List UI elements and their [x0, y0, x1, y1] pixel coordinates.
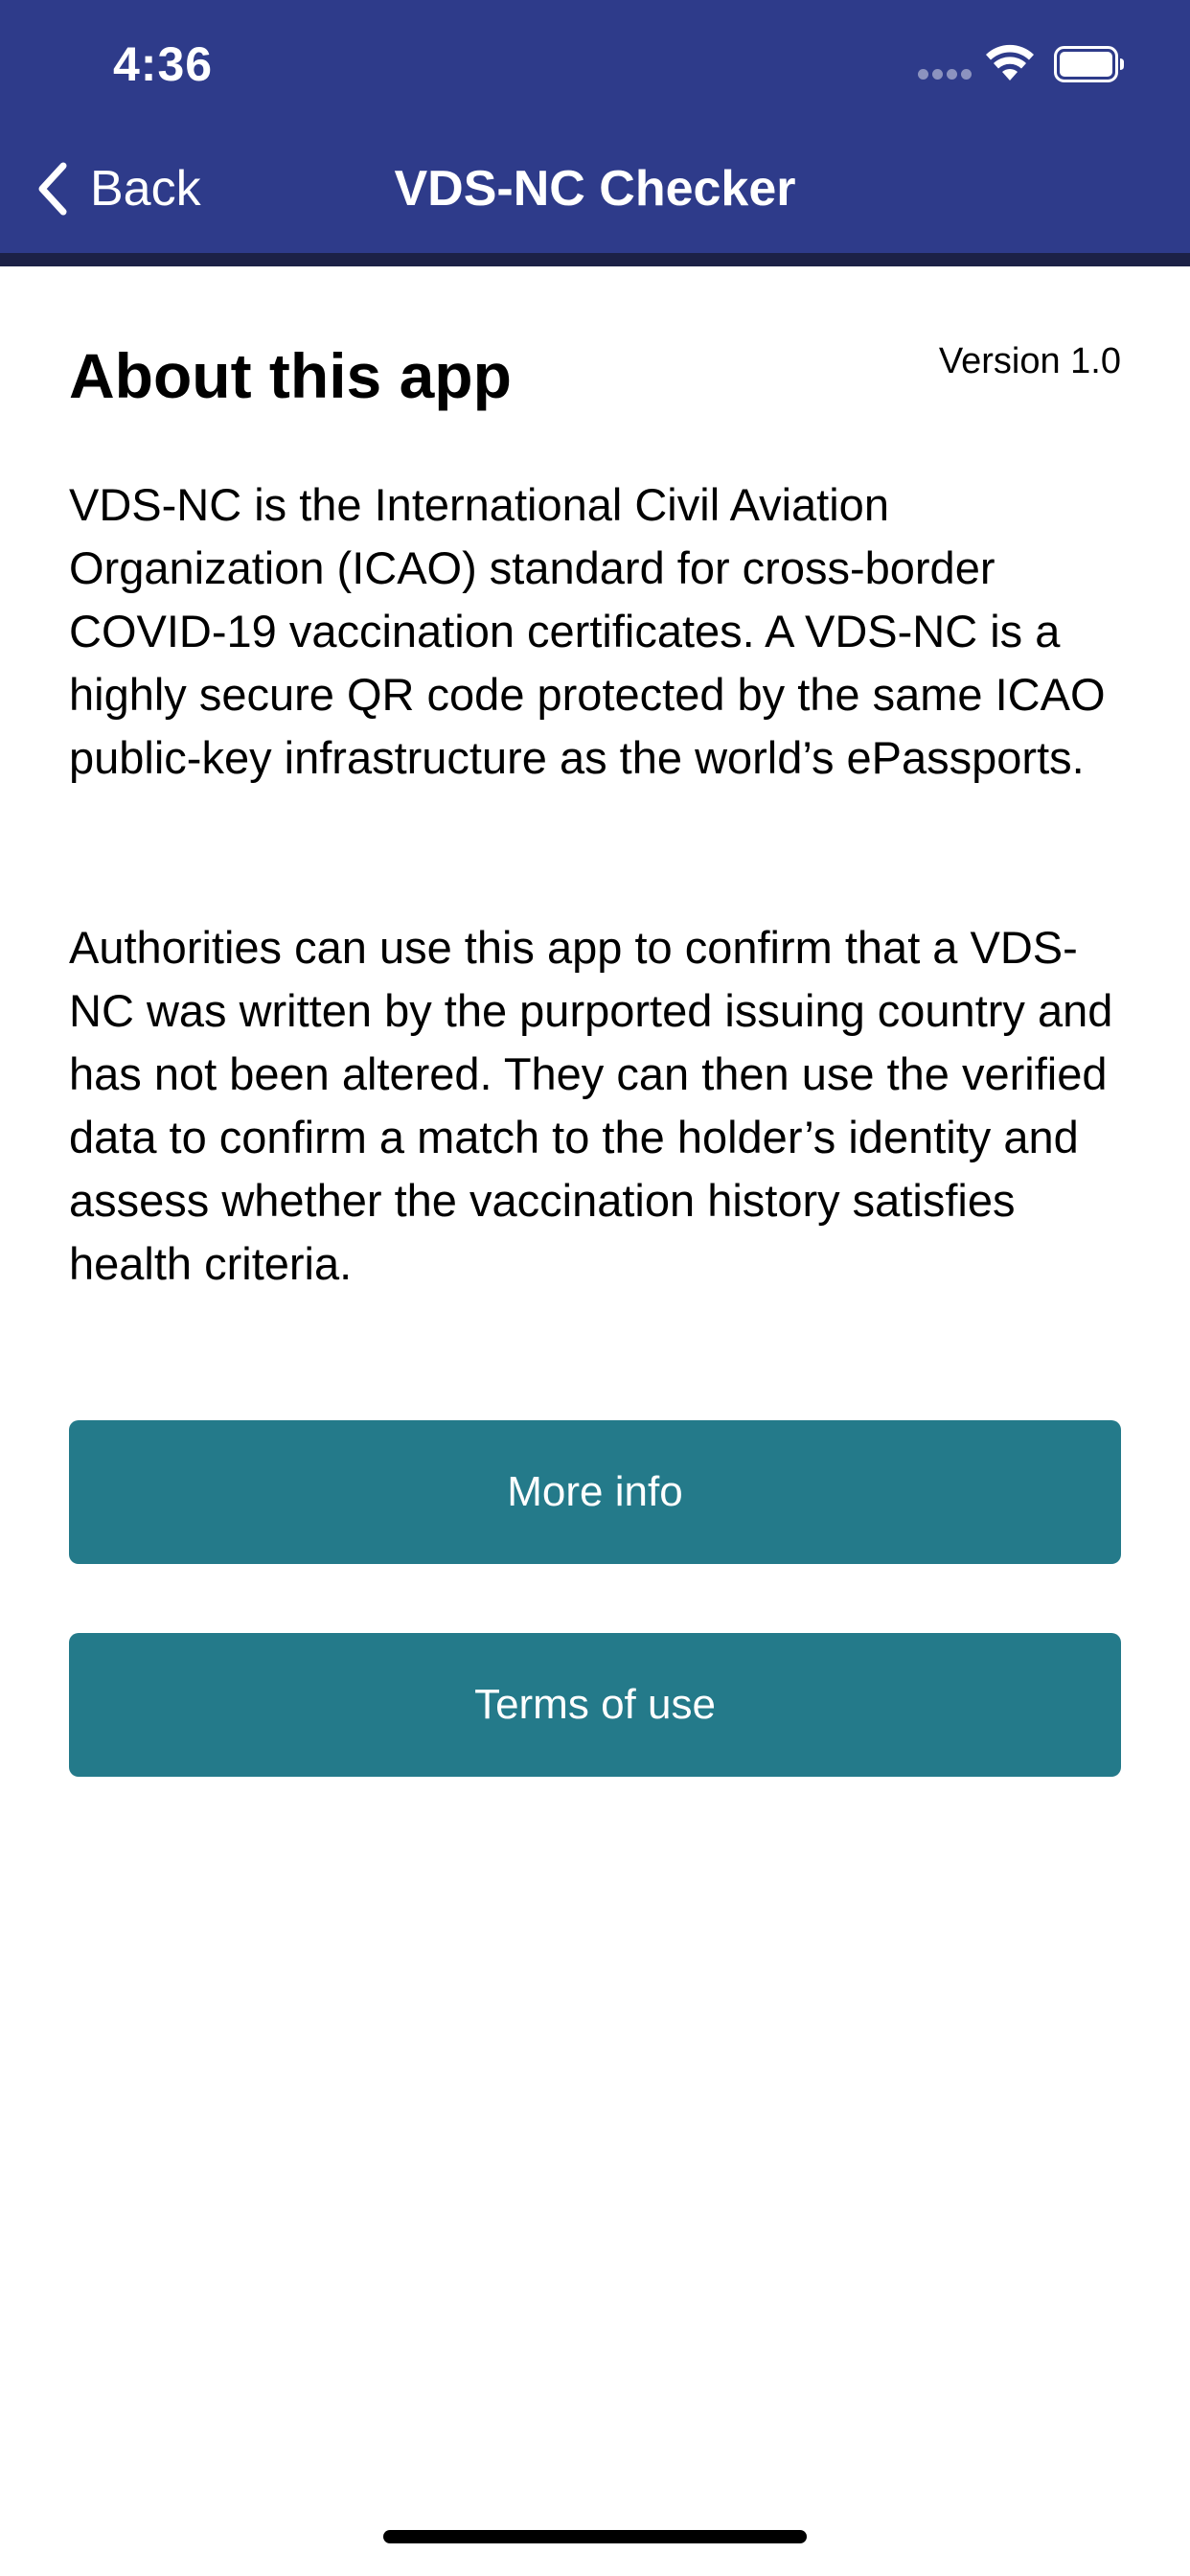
header-divider [0, 253, 1190, 266]
about-paragraph-2: Authorities can use this app to confirm that a VDS-NC was written by the purported issuing country and has not been altered. They can then use the verified data to confirm a match to the holder’s identity and assess whether the vaccination history satisfies health criteria. [69, 922, 1113, 1289]
terms-of-use-button[interactable]: Terms of use [69, 1633, 1121, 1777]
about-heading: About this app [69, 340, 512, 411]
battery-icon [1054, 46, 1125, 82]
version-label: Version 1.0 [938, 341, 1121, 381]
more-info-button[interactable]: More info [69, 1420, 1121, 1564]
chevron-left-icon [34, 161, 69, 217]
home-indicator[interactable] [383, 2530, 807, 2543]
back-label: Back [90, 161, 201, 217]
signal-dots-icon [918, 69, 973, 82]
wifi-icon [985, 42, 1035, 82]
back-button[interactable] [34, 155, 201, 222]
status-time: 4:36 [113, 37, 214, 91]
about-paragraph-1: VDS-NC is the International Civil Aviation Organization (ICAO) standard for cross-border COVID-19 vaccination certificates. A VDS-NC is a highly secure QR code protected by the same ICAO public-key infrastructure as the world’s ePassports. [69, 479, 1106, 783]
page-title: VDS-NC Checker [394, 161, 796, 217]
